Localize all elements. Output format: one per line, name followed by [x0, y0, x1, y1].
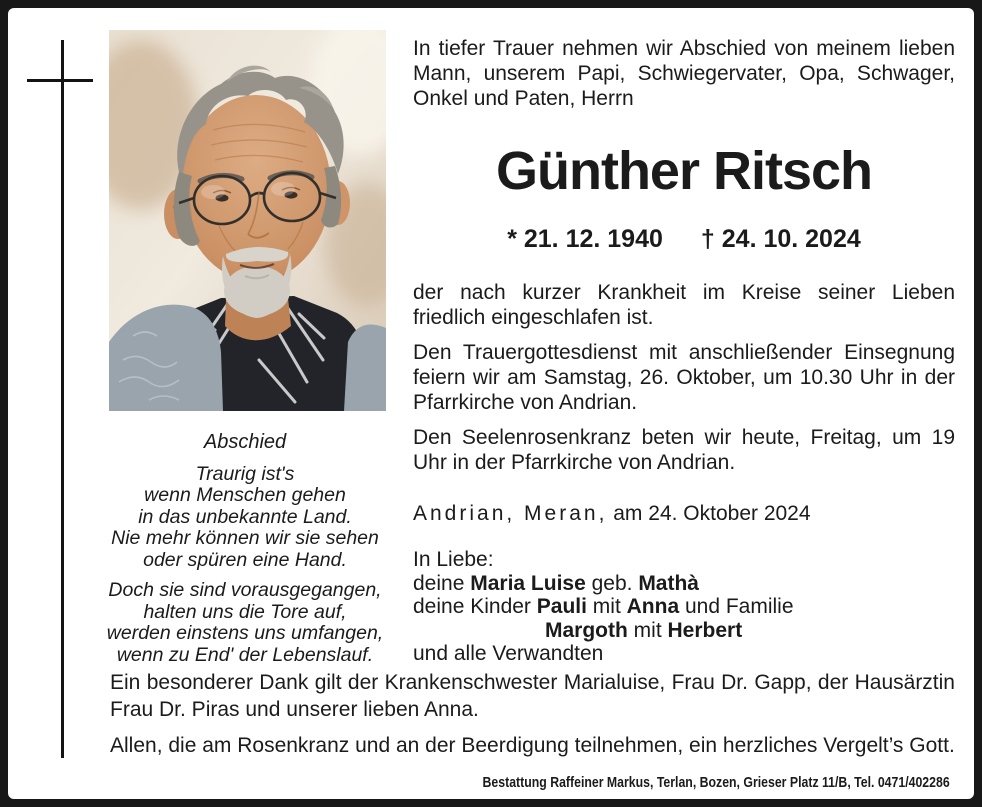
poem-line: in das unbekannte Land.: [138, 505, 352, 528]
mourner-line-wife: [413, 572, 955, 596]
life-dates: [413, 224, 955, 254]
portrait-photo: [109, 30, 386, 411]
funeral-service-text: Den Trauergottesdienst mit anschließender Einsegnung feiern wir am Samstag, 26. Oktober, um 10.30 Uhr in der Pfarrkirche von Andrian.: [413, 341, 955, 414]
death-circumstance-text: der nach kurzer Krankheit im Kreise seiner Lieben friedlich eingeschlafen ist.: [413, 281, 955, 329]
obituary-sheet: [8, 8, 974, 799]
poem-line: werden einstens uns umfangen,: [106, 622, 384, 644]
notice-column: [413, 36, 955, 666]
farewell-poem: [65, 432, 425, 675]
mourners-block: [413, 548, 955, 666]
mourner-text: deine: [413, 571, 471, 595]
poem-stanza-1: [65, 464, 425, 572]
poem-line: oder spüren eine Hand.: [143, 548, 347, 571]
poem-line: wenn zu End' der Lebenslauf.: [116, 643, 374, 666]
cross-icon: [61, 40, 64, 758]
mourner-text: deine Kinder: [413, 595, 537, 618]
mourner-text: und Familie: [679, 595, 794, 618]
poem-line: Nie mehr können wir sie sehen: [111, 527, 379, 549]
deceased-name: Günther Ritsch: [495, 141, 873, 201]
thanks-paragraph: Ein besonderer Dank gilt der Krankenschwester Marialuise, Frau Dr. Gapp, der Hausärztin Frau Dr. Piras und unserer lieben Anna.: [110, 671, 955, 721]
thanks-block: [110, 669, 955, 759]
mourner-name: Herbert: [667, 618, 743, 642]
cross-icon-bar: [27, 79, 93, 82]
undertaker-info: Bestattung Raffeiner Markus, Terlan, Bozen, Grieser Platz 11/B, Tel. 0471/402286: [482, 774, 950, 791]
mourner-name: Margoth: [545, 618, 628, 642]
mourner-text: mit: [627, 618, 668, 642]
thanks-paragraph: Allen, die am Rosenkranz und an der Beerdigung teilnehmen, ein herzliches Vergelt’s Gott.: [110, 734, 955, 757]
place-dateline: [413, 501, 955, 526]
mourner-text: geb.: [585, 571, 639, 595]
portrait-illustration: [109, 30, 386, 411]
poem-line: Doch sie sind vorausgegangen,: [108, 579, 382, 601]
mourner-line-child2: [413, 619, 955, 643]
mourner-name: Maria Luise: [470, 571, 586, 595]
closing-salutation: In Liebe:: [413, 548, 494, 571]
birth-date: * 21. 12. 1940: [507, 225, 663, 253]
poem-line: wenn Menschen gehen: [144, 484, 346, 506]
mourner-name: Mathà: [638, 571, 699, 595]
poem-line: halten uns die Tore auf,: [143, 600, 347, 623]
mourner-text: mit: [586, 595, 627, 618]
mourner-line-children: [413, 595, 955, 619]
mourner-name: Pauli: [536, 595, 587, 618]
intro-text: In tiefer Trauer nehmen wir Abschied von meinem lieben Mann, unserem Papi, Schwiegervater, Opa, Schwager, Onkel und Paten, Herrn: [413, 37, 955, 110]
mourner-name: Anna: [626, 595, 680, 618]
poem-title: Abschied: [203, 431, 287, 453]
dateline-places: Andrian, Meran,: [413, 502, 608, 525]
rosary-text: Den Seelenrosenkranz beten wir heute, Freitag, um 19 Uhr in der Pfarrkirche von Andrian.: [413, 426, 955, 474]
poem-stanza-2: [65, 580, 425, 666]
death-date: † 24. 10. 2024: [700, 225, 861, 253]
dateline-date: am 24. Oktober 2024: [607, 502, 811, 525]
mourner-line-relatives: und alle Verwandten: [413, 642, 604, 665]
poem-line: Traurig ist's: [195, 462, 295, 485]
